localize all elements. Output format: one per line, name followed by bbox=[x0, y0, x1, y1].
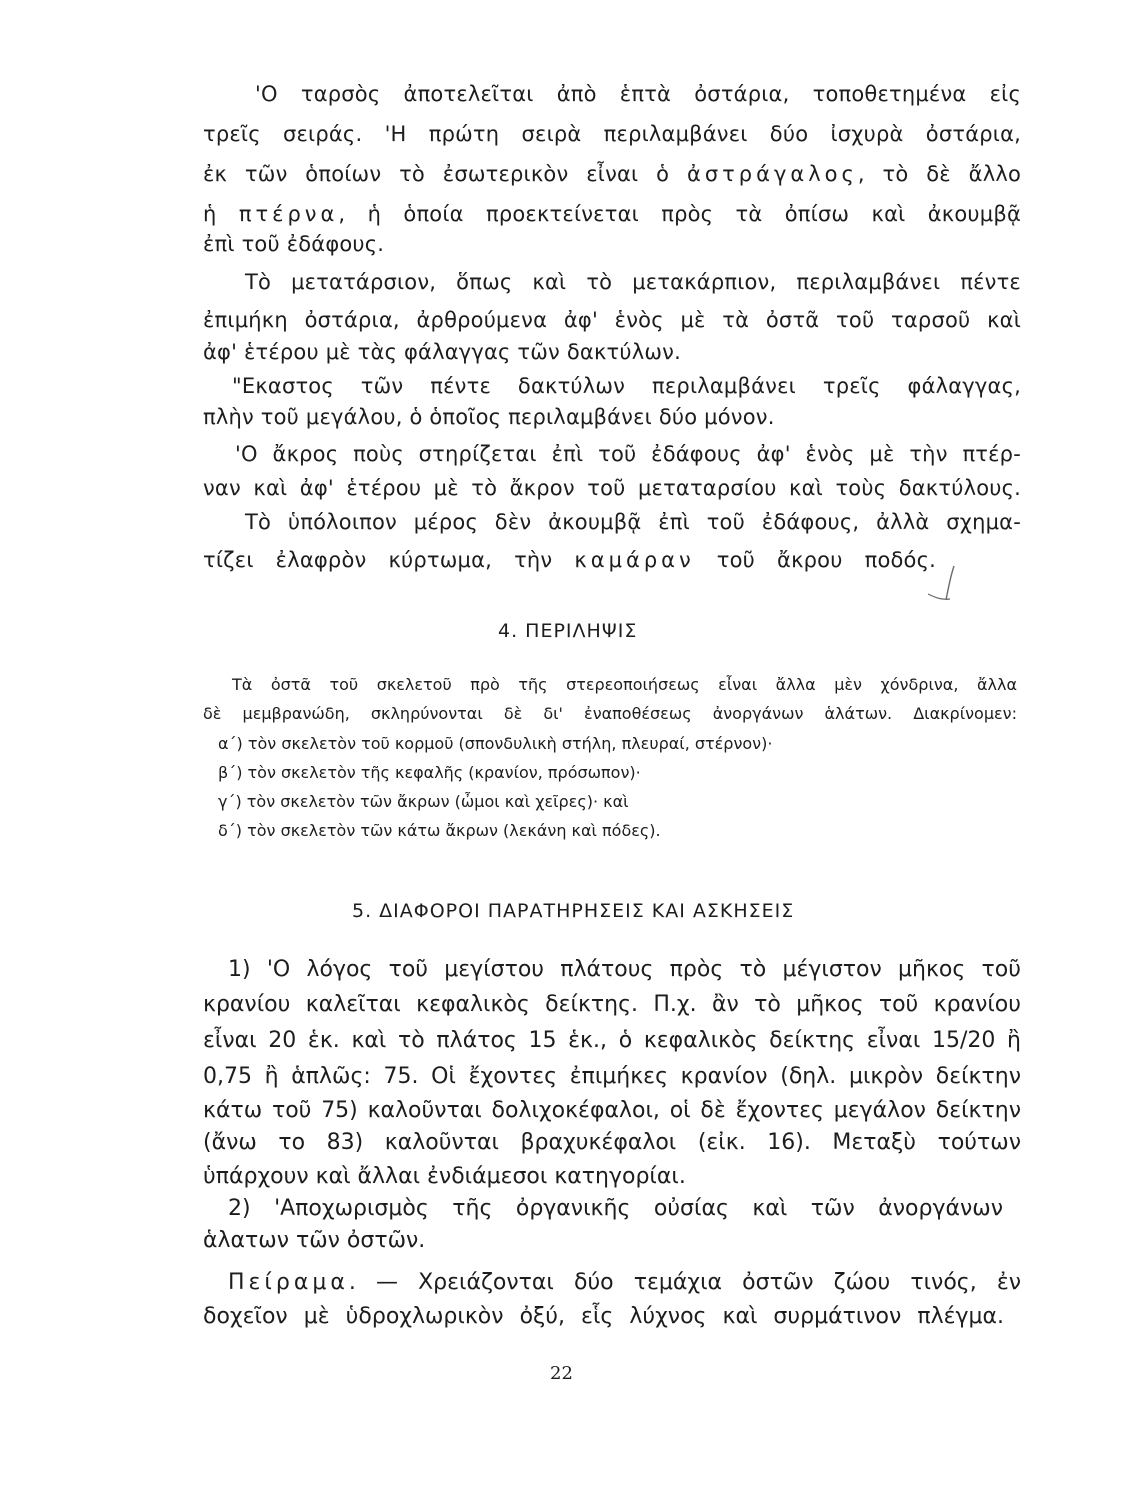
spaced-term: πτέρνα bbox=[238, 202, 339, 226]
text-line: 2) 'Αποχωρισμὸς τῆς ὀργανικῆς οὐσίας καὶ τῶν ἀνοργάνων bbox=[228, 1196, 1003, 1221]
list-item: γ΄) τὸν σκελετὸν τῶν ἄκρων (ὦμοι καὶ χεῖρες)· καὶ bbox=[218, 792, 629, 811]
text-line: δοχεῖον μὲ ὑδροχλωρικὸν ὀξύ, εἷς λύχνος καὶ συρμάτινον πλέγμα. bbox=[203, 1304, 1004, 1329]
text-line: Τὸ μετατάρσιον, ὅπως καὶ τὸ μετακάρπιον, περιλαμβάνει πέντε bbox=[245, 270, 1021, 294]
text-line: 0,75 ἢ ἁπλῶς: 75. Οἱ ἔχοντες ἐπιμήκες κρανίον (δηλ. μικρὸν δείκτην bbox=[203, 1064, 1021, 1089]
text-line: τρεῖς σειράς. 'Η πρώτη σειρὰ περιλαμβάνει δύο ἰσχυρὰ ὀστάρια, bbox=[203, 122, 1021, 146]
list-item: β΄) τὸν σκελετὸν τῆς κεφαλῆς (κρανίον, πρόσωπον)· bbox=[218, 763, 641, 782]
text-line: ἐπιμήκη ὀστάρια, ἀρθρούμενα ἀφ' ἑνὸς μὲ τὰ ὀστᾶ τοῦ ταρσοῦ καὶ bbox=[203, 308, 1021, 332]
list-item: α΄) τὸν σκελετὸν τοῦ κορμοῦ (σπονδυλικὴ στήλη, πλευραί, στέρνον)· bbox=[218, 734, 773, 753]
text-line: ἀφ' ἑτέρου μὲ τὰς φάλαγγας τῶν δακτύλων. bbox=[203, 340, 681, 364]
spaced-term: Πείραμα bbox=[228, 1270, 349, 1295]
text-line: Τὸ ὑπόλοιπον μέρος δὲν ἀκουμβᾷ ἐπὶ τοῦ ἐδάφους, ἀλλὰ σχημα- bbox=[245, 510, 1021, 534]
section-heading-5: 5. ΔΙΑΦΟΡΟΙ ΠΑΡΑΤΗΡΗΣΕΙΣ ΚΑΙ ΑΣΚΗΣΕΙΣ bbox=[352, 900, 795, 922]
text-line: εἶναι 20 ἑκ. καὶ τὸ πλάτος 15 ἑκ., ὁ κεφαλικὸς δείκτης εἶναι 15/20 ἢ bbox=[203, 1028, 1021, 1053]
text-line: (ἄνω το 83) καλοῦνται βραχυκέφαλοι (εἰκ. 16). Μεταξὺ τούτων bbox=[203, 1130, 1021, 1155]
page-number: 22 bbox=[550, 1363, 573, 1384]
spaced-term: ἀστράγαλος bbox=[687, 162, 858, 186]
text-line: ἁλατων τῶν ὀστῶν. bbox=[203, 1228, 426, 1253]
text-line: ναν καὶ ἀφ' ἑτέρου μὲ τὸ ἄκρον τοῦ μεταταρσίου καὶ τοὺς δακτύλους. bbox=[203, 476, 1021, 500]
text-line: ἐπὶ τοῦ ἐδάφους. bbox=[203, 232, 385, 256]
text-line: Πείραμα. — Χρειάζονται δύο τεμάχια ὀστῶν ζώου τινός, ἐν bbox=[228, 1270, 1021, 1295]
text-line: "Εκαστος τῶν πέντε δακτύλων περιλαμβάνει τρεῖς φάλαγγας, bbox=[232, 374, 1021, 398]
text-line: τίζει ἐλαφρὸν κύρτωμα, τὴν καμάραν τοῦ ἄκρου ποδός. bbox=[203, 548, 936, 572]
text-line: Τὰ ὀστᾶ τοῦ σκελετοῦ πρὸ τῆς στερεοποιήσεως εἶναι ἄλλα μὲν χόνδρινα, ἄλλα bbox=[232, 675, 1017, 694]
text-line: πλὴν τοῦ μεγάλου, ὁ ὁποῖος περιλαμβάνει δύο μόνον. bbox=[203, 405, 775, 429]
text-line: δὲ μεμβρανώδη, σκληρύνονται δὲ δι' ἐναποθέσεως ἀνοργάνων ἁλάτων. Διακρίνομεν: bbox=[203, 704, 1017, 723]
text-line: ὑπάρχουν καὶ ἄλλαι ἐνδιάμεσοι κατηγορίαι. bbox=[203, 1164, 686, 1189]
spaced-term: καμάραν bbox=[574, 548, 695, 572]
text-line: κάτω τοῦ 75) καλοῦνται δολιχοκέφαλοι, οἱ δὲ ἔχοντες μεγάλον δείκτην bbox=[203, 1098, 1021, 1123]
text-line: κρανίου καλεῖται κεφαλικὸς δείκτης. Π.χ. ἂν τὸ μῆκος τοῦ κρανίου bbox=[203, 992, 1021, 1017]
section-heading-4: 4. ΠΕΡΙΛΗΨΙΣ bbox=[498, 620, 638, 642]
list-item: δ΄) τὸν σκελετὸν τῶν κάτω ἄκρων (λεκάνη καὶ πόδες). bbox=[218, 821, 661, 840]
text-line: ἐκ τῶν ὁποίων τὸ ἐσωτερικὸν εἶναι ὁ ἀστράγαλος, τὸ δὲ ἄλλο bbox=[203, 162, 1021, 186]
text-line: ἡ πτέρνα, ἡ ὁποία προεκτείνεται πρὸς τὰ ὀπίσω καὶ ἀκουμβᾷ bbox=[203, 202, 1021, 226]
text-line: 'Ο ἄκρος ποὺς στηρίζεται ἐπὶ τοῦ ἐδάφους ἀφ' ἑνὸς μὲ τὴν πτέρ- bbox=[235, 442, 1021, 466]
pencil-mark-icon bbox=[928, 564, 964, 606]
text-line: 1) 'Ο λόγος τοῦ μεγίστου πλάτους πρὸς τὸ μέγιστον μῆκος τοῦ bbox=[228, 957, 1021, 982]
text-line: 'Ο ταρσὸς ἀποτελεῖται ἀπὸ ἑπτὰ ὀστάρια, τοποθετημένα εἰς bbox=[255, 82, 1021, 106]
